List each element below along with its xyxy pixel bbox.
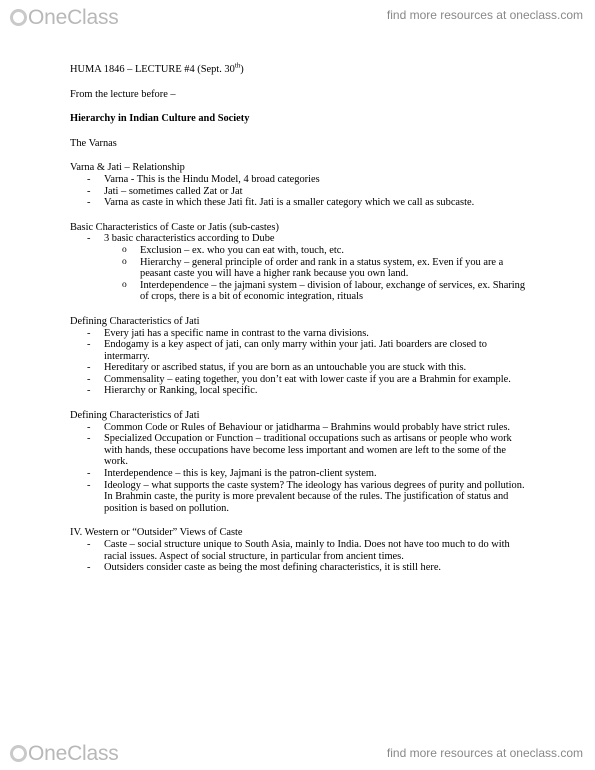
oneclass-logo[interactable] bbox=[10, 742, 119, 766]
s3-heading: Defining Characteristics of Jati bbox=[70, 315, 200, 327]
list-item: - Hierarchy or Ranking, local specific. bbox=[104, 385, 530, 397]
list-item: - Hereditary or ascribed status, if you are born as an untouchable you are stuck with this. bbox=[104, 362, 530, 374]
list-item: - Outsiders consider caste as being the most defining characteristics, it is still here. bbox=[104, 562, 530, 574]
list-item: - Specialized Occupation or Function – traditional occupations such as artisans or people who work with hands, these occupations have become less important and women are left to the some of the work. bbox=[104, 433, 530, 468]
logo-text: OneClass bbox=[28, 6, 119, 29]
intro-line: From the lecture before – bbox=[70, 88, 176, 100]
list-item: - Jati – sometimes called Zat or Jat bbox=[104, 186, 530, 198]
s1-list bbox=[70, 174, 530, 209]
list-item: - Varna - This is the Hindu Model, 4 broad categories bbox=[104, 174, 530, 186]
header-resources-link[interactable]: find more resources at oneclass.com bbox=[386, 8, 583, 22]
doc-title: HUMA 1846 – LECTURE #4 (Sept. 30th) bbox=[70, 61, 244, 75]
list-item: - Every jati has a specific name in contrast to the varna divisions. bbox=[104, 328, 530, 340]
s2-list bbox=[70, 233, 530, 303]
header-bar bbox=[0, 0, 595, 34]
list-item: - Varna as caste in which these Jati fit. Jati is a smaller category which we call as subcaste. bbox=[104, 197, 530, 209]
section-heading: Hierarchy in Indian Culture and Society bbox=[70, 113, 250, 125]
list-item: - Ideology – what supports the caste system? The ideology has various degrees of purity and pollution. In Brahmin caste, the purity is more prevalent because of the rules. The justification of status and position is based on pollution. bbox=[104, 480, 530, 515]
sub-list-item: o Hierarchy – general principle of order and rank in a status system, ex. Even if you are a peasant caste you will have a higher rank because you own land. bbox=[140, 257, 530, 280]
oneclass-logo[interactable] bbox=[10, 6, 119, 30]
logo-text: OneClass bbox=[28, 742, 119, 765]
varnas-heading: The Varnas bbox=[70, 137, 117, 149]
footer-resources-link[interactable]: find more resources at oneclass.com bbox=[386, 746, 583, 760]
list-item: - Caste – social structure unique to South Asia, mainly to India. Does not have too much to do with racial issues. Aspect of social structure, in particular from ancient times. bbox=[104, 539, 530, 562]
s3-list bbox=[70, 328, 530, 398]
s2-heading: Basic Characteristics of Caste or Jatis (sub-castes) bbox=[70, 221, 279, 233]
s1-heading: Varna & Jati – Relationship bbox=[70, 162, 185, 174]
logo-circle-icon bbox=[10, 9, 27, 26]
s5-heading: IV. Western or “Outsider” Views of Caste bbox=[70, 527, 243, 539]
list-item: - Interdependence – this is key, Jajmani is the patron-client system. bbox=[104, 468, 530, 480]
logo-circle-icon bbox=[10, 745, 27, 762]
document-body bbox=[70, 61, 530, 574]
list-item: - 3 basic characteristics according to Dube o Exclusion – ex. who you can eat with, touch, etc. o Hierarchy – general principle of order and rank in a status system, ex. Even if you are a peasant caste you will have a higher rank because you own land. o Interdependence – the jajmani system – division of labour, exchange of services, ex. Sharing of crops, there is a bit of economic integration, rituals bbox=[104, 233, 530, 303]
s5-list bbox=[70, 539, 530, 574]
list-item: - Endogamy is a key aspect of jati, can only marry within your jati. Jati boarders are closed to intermarry. bbox=[104, 339, 530, 362]
list-item: - Common Code or Rules of Behaviour or jatidharma – Brahmins would probably have strict rules. bbox=[104, 422, 530, 434]
s4-heading: Defining Characteristics of Jati bbox=[70, 410, 200, 422]
list-item: - Commensality – eating together, you don’t eat with lower caste if you are a Brahmin for example. bbox=[104, 374, 530, 386]
footer-bar bbox=[0, 734, 595, 770]
sub-list-item: o Interdependence – the jajmani system – division of labour, exchange of services, ex. Sharing of crops, there is a bit of economic integration, rituals bbox=[140, 280, 530, 303]
sub-list-item: o Exclusion – ex. who you can eat with, touch, etc. bbox=[140, 245, 530, 257]
s2-sublist bbox=[104, 245, 530, 303]
s4-list bbox=[70, 422, 530, 515]
